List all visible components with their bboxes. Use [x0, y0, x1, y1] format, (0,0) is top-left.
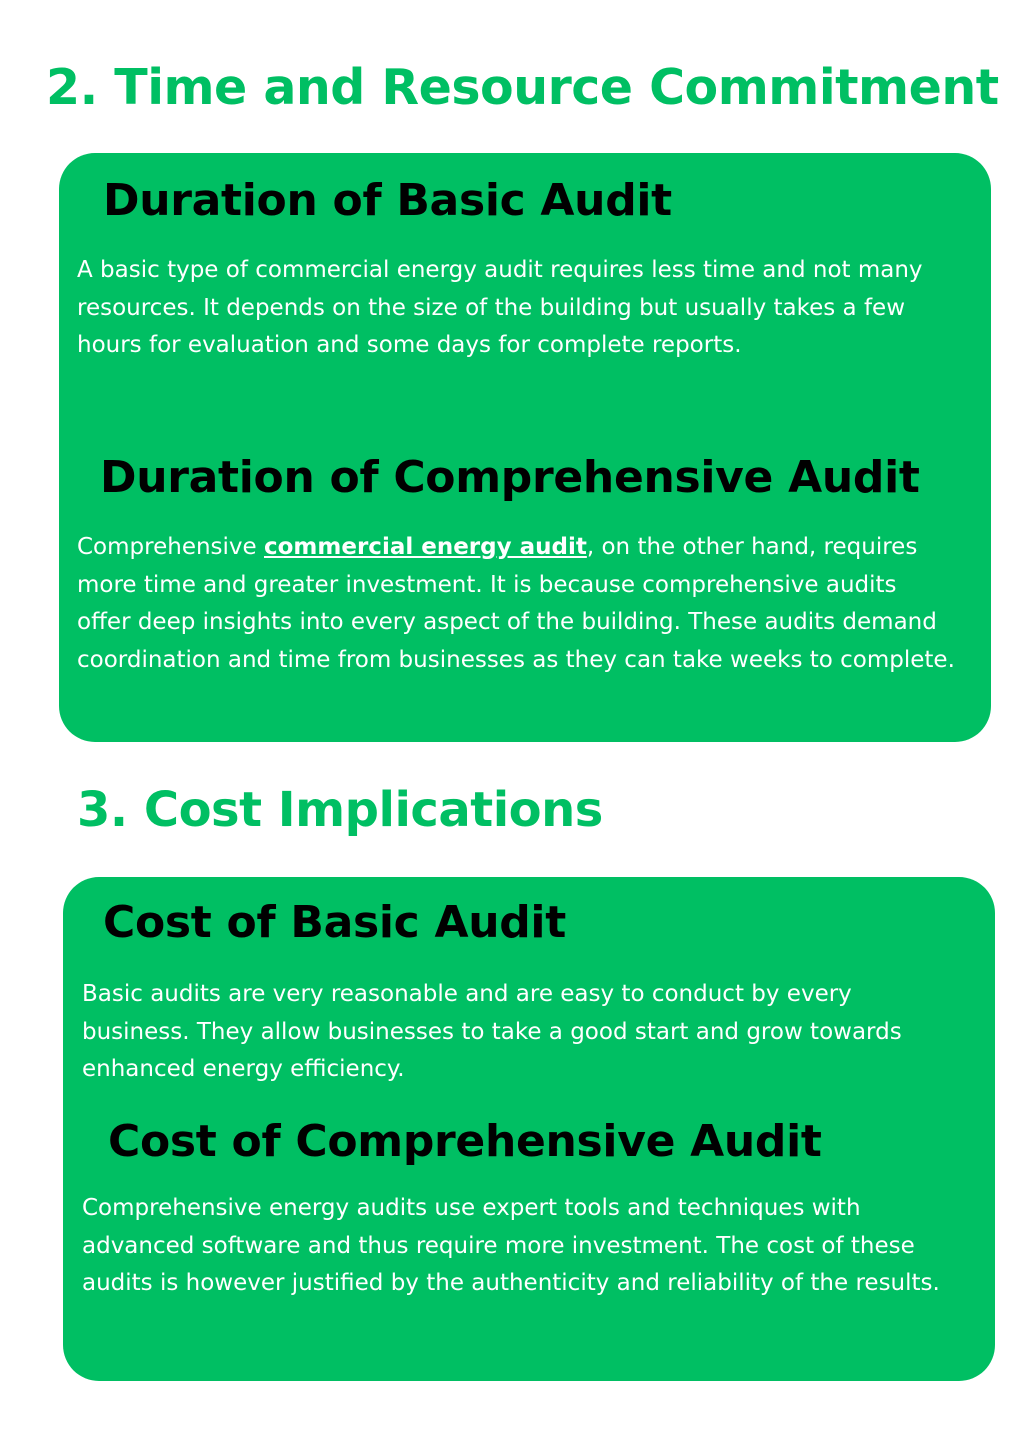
text-duration-comprehensive-audit: [77, 529, 957, 679]
text-duration-basic-audit: A basic type of commercial energy audit requires less time and not many resources. It depends on the size of the building but usually takes a few hours for evaluation and some days for complete reports.: [77, 257, 923, 358]
heading-duration-basic-audit: Duration of Basic Audit: [103, 175, 672, 226]
card-time-commitment: [59, 153, 991, 742]
section-title-time-resource: 2. Time and Resource Commitment: [46, 59, 999, 116]
text-segment: , on the other hand, requires more time and greater investment. It is because comprehensive audits offer deep insights into every aspect of the building. These audits demand coordination and time from businesses as they can take weeks to complete.: [77, 534, 955, 673]
commercial-energy-audit-link[interactable]: commercial energy audit: [264, 534, 587, 560]
section-title-cost-implications: 3. Cost Implications: [77, 782, 603, 838]
text-cost-basic-audit: Basic audits are very reasonable and are easy to conduct by every business. They allow businesses to take a good start and grow towards enhanced energy efficiency.: [82, 981, 902, 1082]
card-cost-implications: [63, 877, 995, 1381]
text-cost-comprehensive-audit: Comprehensive energy audits use expert tools and techniques with advanced software and thus require more investment. The cost of these audits is however justified by the authenticity and reliability of the results.: [82, 1195, 940, 1296]
heading-duration-comprehensive-audit: Duration of Comprehensive Audit: [100, 452, 920, 503]
text-segment: Comprehensive: [77, 534, 264, 560]
heading-cost-basic-audit: Cost of Basic Audit: [103, 897, 566, 948]
heading-cost-comprehensive-audit: Cost of Comprehensive Audit: [108, 1116, 822, 1167]
